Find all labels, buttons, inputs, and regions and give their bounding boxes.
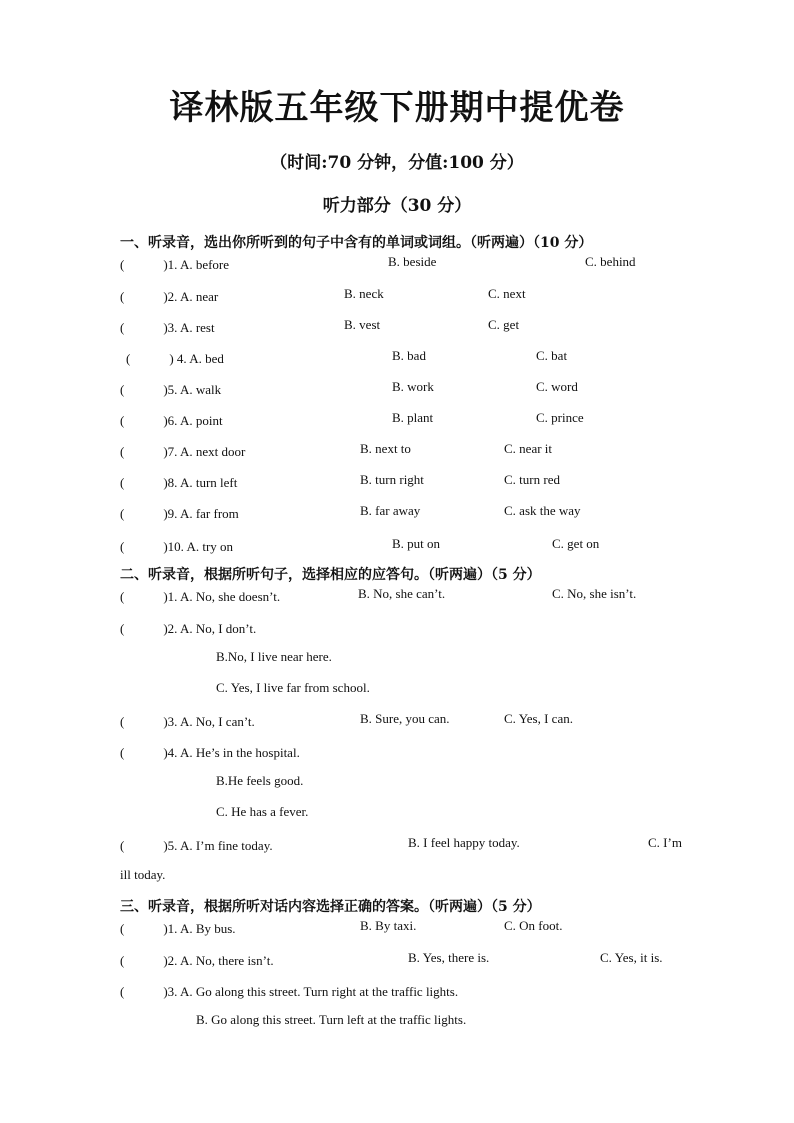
option-a: ( )4. A. He’s in the hospital. [120,745,300,760]
option-c: C. behind [585,254,636,269]
option-c: C. I’m [648,835,682,850]
option-c: C. get [488,317,520,332]
question-row [0,472,794,492]
option-c: C. No, she isn’t. [552,586,637,601]
question-row [0,618,794,638]
option-c: C. On foot. [504,918,563,933]
option-a: ( )1. A. before [120,257,230,272]
option-b: B. next to [360,441,411,456]
page-title: 译林版五年级下册期中提优卷 [169,88,625,128]
question-row [0,835,794,855]
option-b: B. vest [344,317,381,332]
option-c: C. near it [504,441,553,456]
option-c: C. turn red [504,472,560,487]
option-a: ( )7. A. next door [120,444,246,459]
option-a: ( )10. A. try on [120,539,234,554]
option-b: B. beside [388,254,437,269]
option-a: ( )3. A. rest [120,320,215,335]
question-row [0,950,794,970]
question-row [0,918,794,938]
option-a: ( )3. A. No, I can’t. [120,714,255,729]
question-row [0,586,794,606]
question-row [0,742,794,762]
option-c: C. bat [536,348,568,363]
option-c: C. ask the way [504,503,581,518]
section-3-heading: 三、听录音，根据所听对话内容选择正确的答案。（听两遍）（5 分） [120,899,541,915]
question-row [0,441,794,461]
question-row [0,317,794,337]
section-2-heading: 二、听录音，根据所听句子，选择相应的应答句。（听两遍）（5 分） [120,567,541,583]
option-b: B.He feels good. [216,773,304,788]
option-b: B. By taxi. [360,918,417,933]
option-b: B. No, she can’t. [358,586,446,601]
option-a: ( )2. A. No, there isn’t. [120,953,274,968]
question-row [0,348,794,368]
option-a: ( )1. A. No, she doesn’t. [120,589,281,604]
option-b: B. work [392,379,434,394]
question-row [0,981,794,1001]
option-b: B. neck [344,286,384,301]
option-a: ( )6. A. point [120,413,223,428]
option-b: B. Yes, there is. [408,950,490,965]
option-b: B. Sure, you can. [360,711,450,726]
option-a: ( )2. A. No, I don’t. [120,621,257,636]
option-a: ( )1. A. By bus. [120,921,236,936]
section-1-heading: 一、听录音，选出你所听到的句子中含有的单词或词组。（听两遍）（10 分） [120,235,593,251]
option-a: ( )3. A. Go along this street. Turn right at the traffic lights. [120,984,459,999]
option-c: C. Yes, I live far from school. [216,680,370,695]
option-b: B. turn right [360,472,424,487]
option-a: ( )9. A. far from [120,506,239,521]
option-a: ( )8. A. turn left [120,475,238,490]
question-row [0,254,794,274]
option-b: B. plant [392,410,434,425]
option-c: C. get on [552,536,600,551]
question-row [0,711,794,731]
option-c: C. He has a fever. [216,804,309,819]
option-b: B. put on [392,536,441,551]
option-a: ( )5. A. I’m fine today. [120,838,273,853]
option-c: C. Yes, it is. [600,950,663,965]
option-a: ( ) 4. A. bed [126,351,224,366]
option-b: B. far away [360,503,421,518]
option-c: C. Yes, I can. [504,711,573,726]
exam-subtitle: （时间:70 分钟，分值:100 分） [270,153,524,173]
option-c-continued: ill today. [120,867,166,882]
question-row [0,286,794,306]
question-row [0,410,794,430]
option-b: B. bad [392,348,426,363]
question-row [0,536,794,556]
question-row [0,379,794,399]
option-a: ( )2. A. near [120,289,219,304]
option-a: ( )5. A. walk [120,382,222,397]
option-c: C. prince [536,410,584,425]
option-b: B. Go along this street. Turn left at the traffic lights. [196,1012,467,1027]
option-c: C. next [488,286,526,301]
option-b: B.No, I live near here. [216,649,332,664]
option-b: B. I feel happy today. [408,835,520,850]
option-c: C. word [536,379,578,394]
part-heading: 听力部分（30 分） [322,196,472,216]
question-row [0,503,794,523]
